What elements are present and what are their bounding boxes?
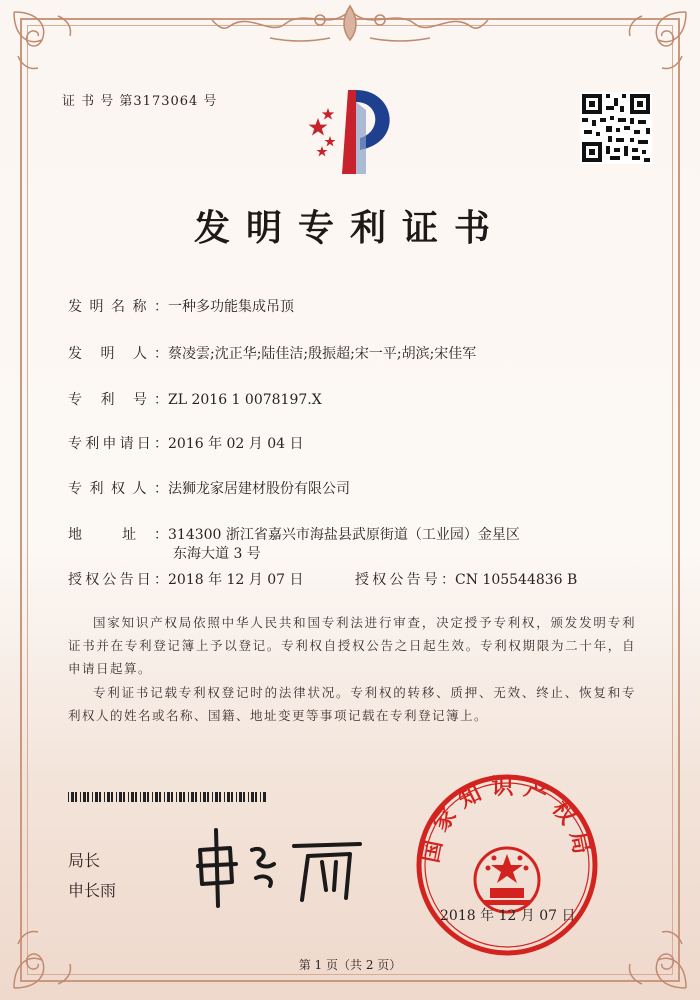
grant-number-field <box>355 569 577 589</box>
field-value: ZL 2016 1 0078197.X <box>168 392 322 408</box>
field-label: 专利权人： <box>68 481 168 497</box>
qr-code-icon <box>580 92 652 164</box>
field-value: 2016 年 02 月 04 日 <box>168 436 304 452</box>
field-label: 发 明 人： <box>68 346 168 362</box>
official-seal-icon <box>412 770 602 960</box>
certificate-number: 证 书 号 第3173064 号 <box>62 94 218 109</box>
legal-paragraph: 国家知识产权局依照中华人民共和国专利法进行审查，决定授予专利权，颁发发明专利证书并在专利登记簿上予以登记。专利权自授权公告之日起生效。专利权期限为二十年，自申请日起算。 <box>68 614 636 676</box>
field-value: 法狮龙家居建材股份有限公司 <box>168 481 350 497</box>
field-label: 专利申请日： <box>68 436 168 452</box>
address-line-2: 东海大道 3 号 <box>173 546 261 562</box>
field-label: 发明名称： <box>68 299 168 315</box>
field-label: 授权公告号： <box>355 572 455 588</box>
field-value: 蔡凌雲;沈正华;陆佳洁;殷振超;宋一平;胡滨;宋佳军 <box>168 346 477 362</box>
field-value: 2018 年 12 月 07 日 <box>168 572 304 588</box>
patent-office-logo-icon <box>296 80 416 180</box>
top-ornament-icon <box>210 2 490 46</box>
patentee-field <box>68 478 350 498</box>
inventors-field <box>68 343 476 363</box>
svg-text:国家知识产权局 <box>419 775 596 865</box>
seal-text: 国家知识产权局 <box>418 775 596 865</box>
invention-name-field <box>68 296 294 316</box>
field-value: CN 105544836 B <box>455 572 578 588</box>
signatory-role: 局长 <box>68 851 101 870</box>
signatory-name: 申长雨 <box>68 881 117 900</box>
corner-ornament-icon <box>8 6 78 76</box>
page-number: 第 1 页（共 2 页） <box>298 958 402 972</box>
field-label: 专 利 号： <box>68 392 168 408</box>
corner-ornament-icon <box>622 6 692 76</box>
filing-date-field <box>68 433 304 453</box>
barcode-icon <box>68 792 268 802</box>
legal-paragraph: 专利证书记载专利权登记时的法律状况。专利权的转移、质押、无效、终止、恢复和专利权人的姓名或名称、国籍、地址变更等事项记载在专利登记簿上。 <box>68 684 636 723</box>
address-field <box>68 524 520 544</box>
signature-icon <box>190 820 370 910</box>
page-title: 发明专利证书 <box>193 207 506 249</box>
field-value: 314300 浙江省嘉兴市海盐县武原街道（工业园）金星区 <box>168 527 520 543</box>
field-value: 一种多功能集成吊顶 <box>168 299 294 315</box>
field-label: 授权公告日： <box>68 572 168 588</box>
field-label: 地 址： <box>68 527 168 543</box>
patent-number-field <box>68 389 322 409</box>
grant-date-field <box>68 569 304 589</box>
seal-date: 2018 年 12 月 07 日 <box>440 908 576 924</box>
